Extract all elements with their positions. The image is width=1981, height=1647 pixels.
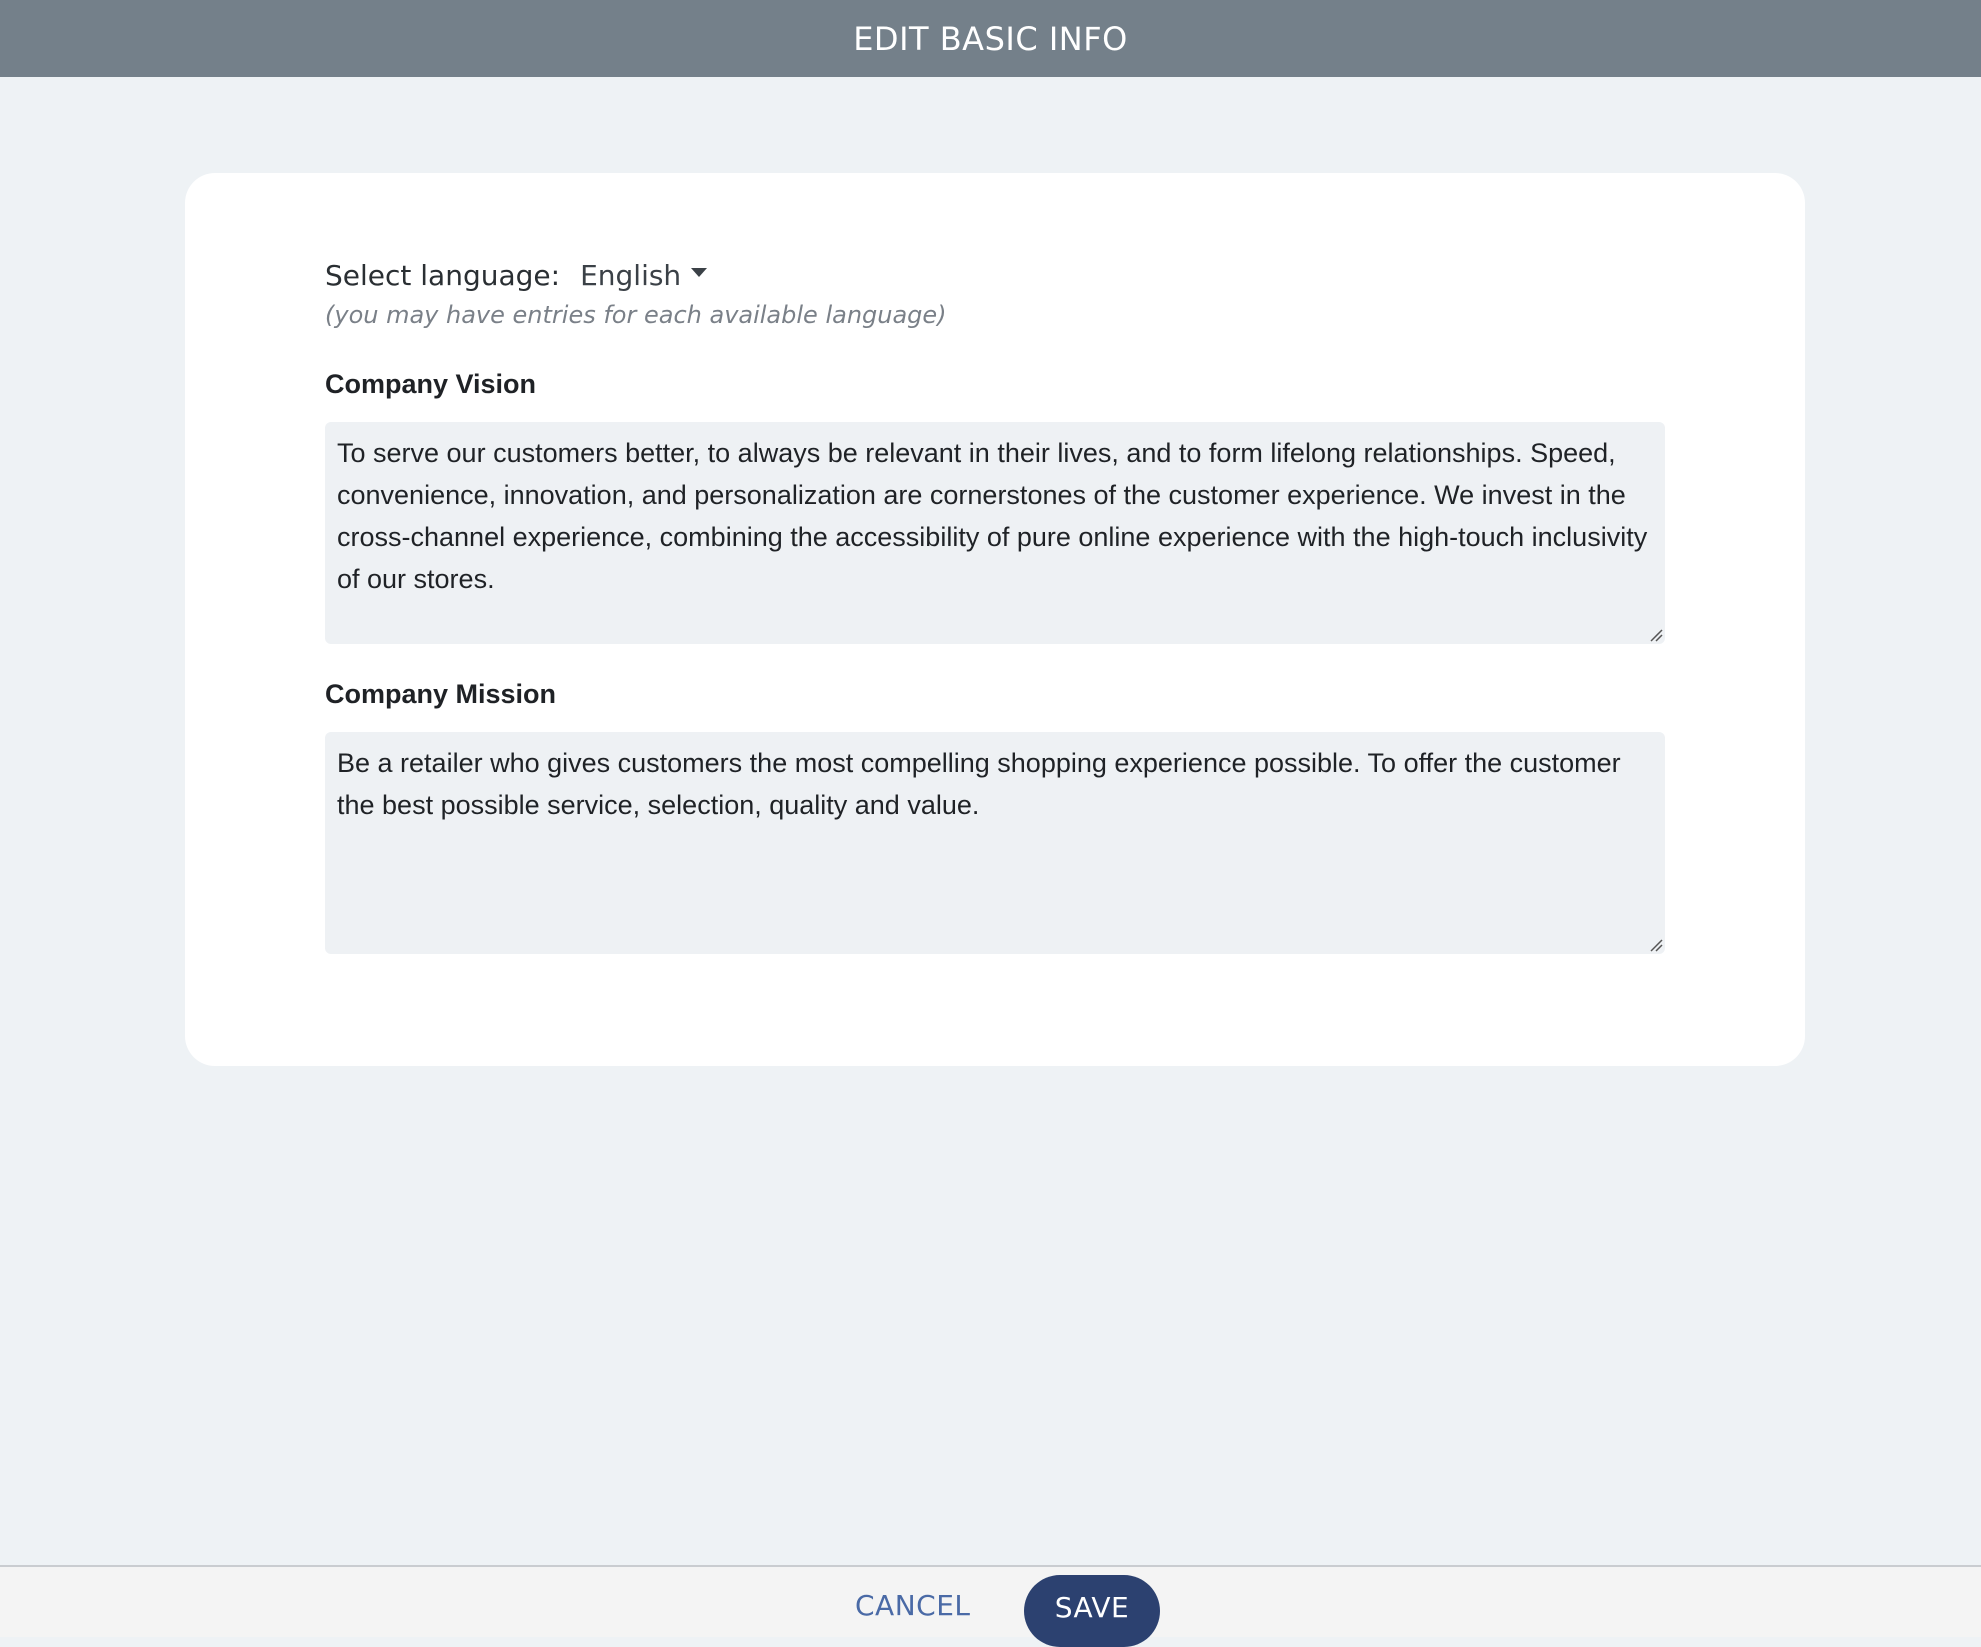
header-bar <box>0 0 1981 77</box>
footer-bar <box>0 1565 1981 1637</box>
resize-handle-icon[interactable] <box>1649 938 1663 952</box>
language-selector-row <box>325 259 707 292</box>
language-selected-value: English <box>580 259 682 292</box>
basic-info-card <box>185 173 1805 1066</box>
resize-handle-icon[interactable] <box>1649 628 1663 642</box>
mission-text: Be a retailer who gives customers the most compelling shopping experience possible. To offer the customer the best possible service, selection, quality and value. <box>337 748 1621 820</box>
vision-text: To serve our customers better, to always be relevant in their lives, and to form lifelong relationships. Speed, convenience, innovation, and personalization are cornerstones of the customer experience. We invest in the cross-channel experience, combining the accessibility of pure online experience with the high-touch inclusivity of our stores. <box>337 438 1648 594</box>
mission-label: Company Mission <box>325 679 557 709</box>
cancel-button[interactable]: CANCEL <box>855 1589 971 1622</box>
save-button[interactable] <box>1024 1575 1160 1647</box>
page-title: EDIT BASIC INFO <box>853 19 1128 58</box>
caret-down-icon <box>691 268 707 277</box>
mission-textarea[interactable] <box>325 732 1665 954</box>
vision-label: Company Vision <box>325 369 537 399</box>
language-hint: (you may have entries for each available language) <box>325 301 947 329</box>
language-dropdown[interactable] <box>580 259 707 292</box>
vision-textarea[interactable] <box>325 422 1665 644</box>
language-label: Select language: <box>325 259 561 292</box>
save-button-label: SAVE <box>1054 1591 1130 1624</box>
